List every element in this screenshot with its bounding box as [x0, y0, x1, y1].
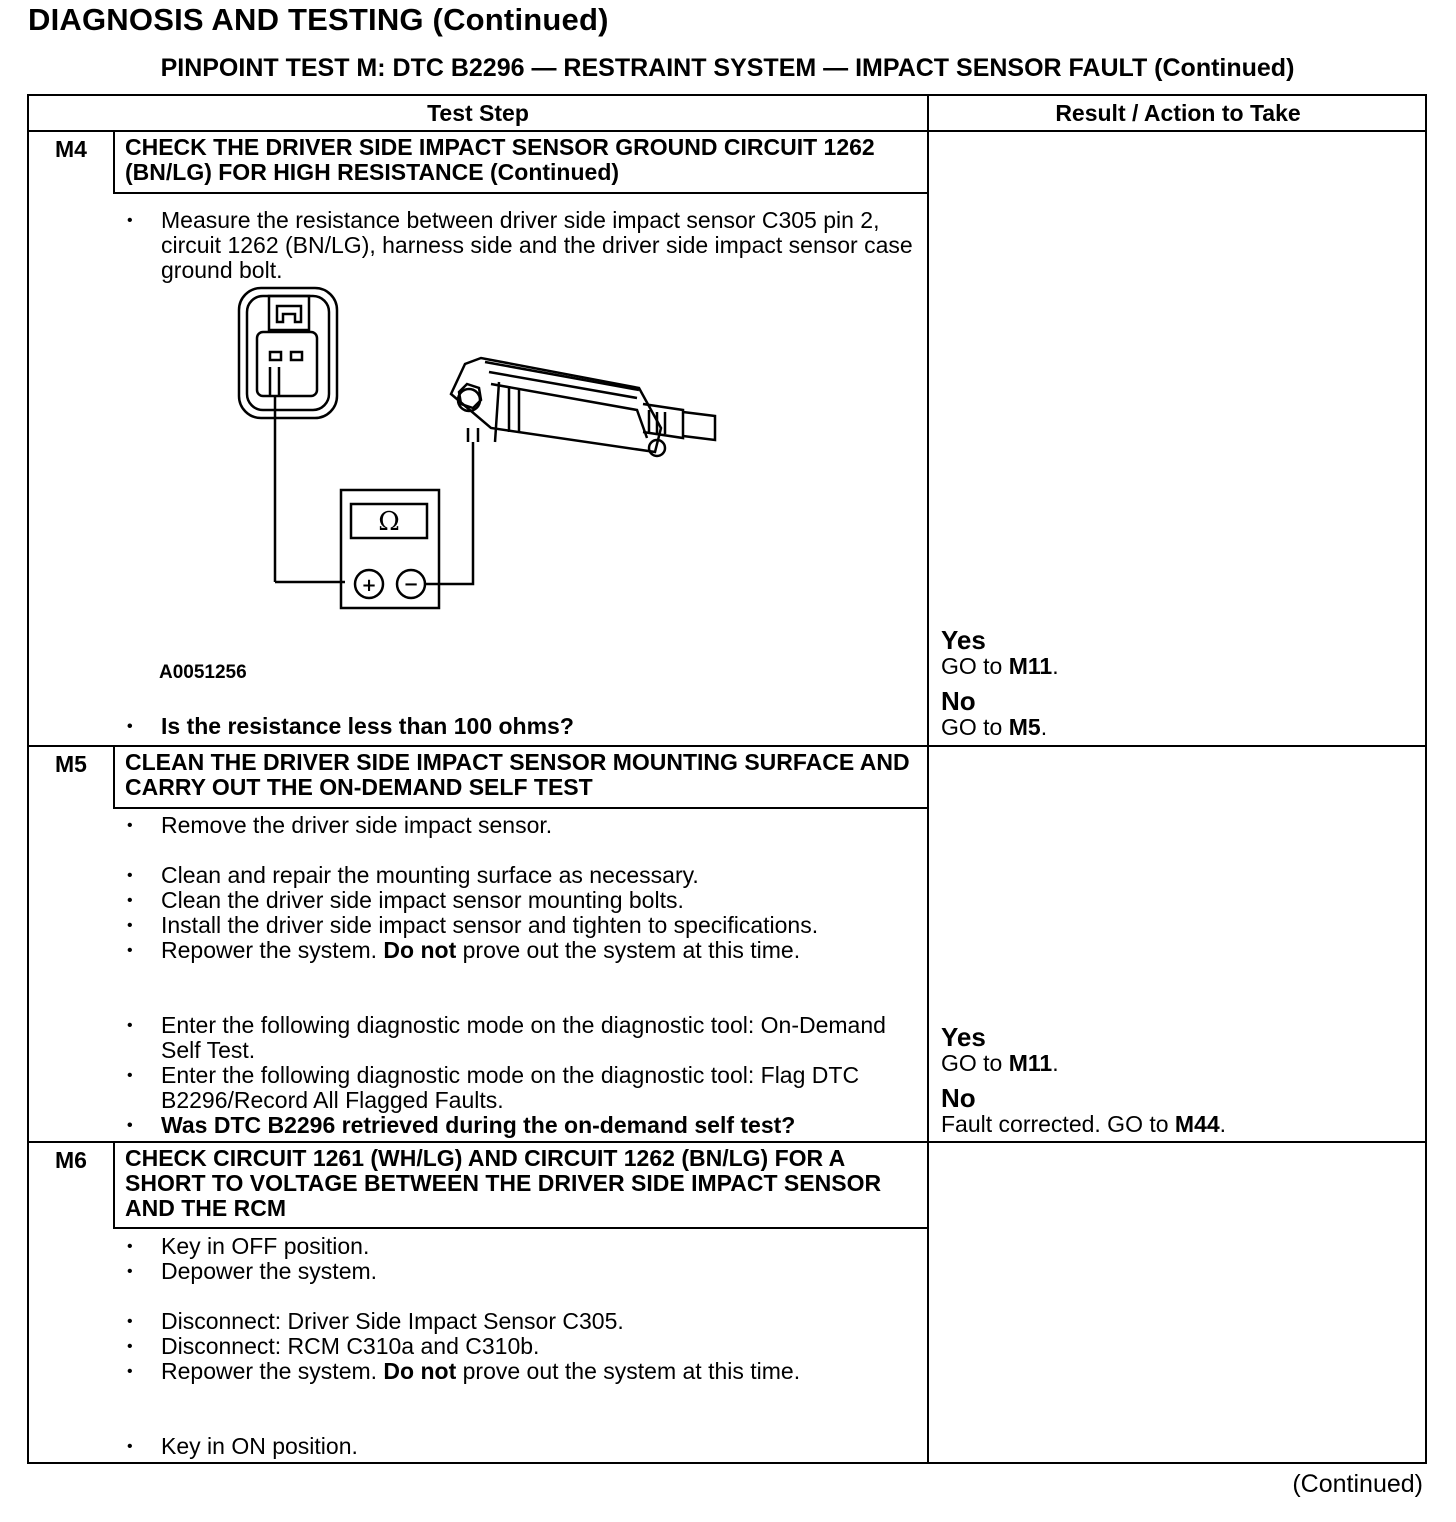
test-step-cell [29, 1143, 929, 1462]
page-title: DIAGNOSIS AND TESTING (Continued) [28, 2, 609, 37]
result-yes-label: Yes [941, 625, 986, 655]
step-id: M4 [55, 136, 87, 162]
step-row-m6 [29, 1143, 1425, 1462]
instruction-item: • Disconnect: Driver Side Impact Sensor C305. [125, 1309, 915, 1334]
column-header-test-step: Test Step [29, 96, 929, 132]
step-row-m4 [29, 132, 1425, 747]
connector-c305-outline [239, 288, 337, 418]
step-instructions [125, 813, 915, 1138]
instruction-item: • Install the driver side impact sensor and tighten to specifications. [125, 913, 915, 938]
continued-note: (Continued) [1292, 1470, 1423, 1498]
instruction-item: • Key in ON position. [125, 1434, 915, 1459]
instruction-item: • Repower the system. Do not prove out the system at this time. [125, 1359, 915, 1384]
instruction-item: • Repower the system. Do not prove out the system at this time. [125, 938, 915, 963]
step-heading: CLEAN THE DRIVER SIDE IMPACT SENSOR MOUNTING SURFACE AND CARRY OUT THE ON-DEMAND SELF TEST [113, 747, 927, 809]
step-heading: CHECK THE DRIVER SIDE IMPACT SENSOR GROUND CIRCUIT 1262 (BN/LG) FOR HIGH RESISTANCE (Continued) [113, 132, 927, 194]
figure-id: A0051256 [159, 662, 247, 683]
test-step-cell [29, 747, 929, 1141]
pinpoint-test-title: PINPOINT TEST M: DTC B2296 — RESTRAINT SYSTEM — IMPACT SENSOR FAULT (Continued) [160, 54, 1295, 82]
impact-sensor-body [451, 358, 661, 452]
step-id: M5 [55, 751, 87, 777]
result-yes-action: GO to M11. [941, 653, 1059, 679]
step-instructions [125, 208, 915, 283]
result-no-action: Fault corrected. GO to M44. [941, 1111, 1227, 1137]
step-question [125, 714, 915, 739]
instruction-item: • Measure the resistance between driver side impact sensor C305 pin 2, circuit 1262 (BN/LG), harness side and the driver side impact sensor case ground bolt. [125, 208, 915, 283]
column-header-result: Result / Action to Take [929, 96, 1427, 132]
pinpoint-test-table [27, 94, 1427, 1464]
result-cell [929, 747, 1425, 1141]
instruction-item: • Enter the following diagnostic mode on the diagnostic tool: On-Demand Self Test. [125, 1013, 915, 1063]
question-item: • Is the resistance less than 100 ohms? [125, 714, 915, 739]
instruction-item: • Key in OFF position. [125, 1234, 915, 1259]
result-cell [929, 1143, 1425, 1462]
result-actions [941, 626, 1411, 740]
result-no-action: GO to M5. [941, 714, 1048, 740]
result-yes-label: Yes [941, 1022, 986, 1052]
question-item: • Was DTC B2296 retrieved during the on-demand self test? [125, 1113, 915, 1138]
step-heading: CHECK CIRCUIT 1261 (WH/LG) AND CIRCUIT 1262 (BN/LG) FOR A SHORT TO VOLTAGE BETWEEN THE DRIVER SIDE IMPACT SENSOR AND THE RCM [113, 1143, 927, 1229]
minus-terminal-label: − [403, 574, 419, 595]
result-yes-action: GO to M11. [941, 1050, 1059, 1076]
ohm-symbol: Ω [378, 507, 400, 537]
step-instructions [125, 1234, 915, 1459]
step-row-m5 [29, 747, 1425, 1143]
instruction-item: • Clean and repair the mounting surface as necessary. [125, 863, 915, 888]
instruction-item: • Clean the driver side impact sensor mounting bolts. [125, 888, 915, 913]
instruction-item: • Disconnect: RCM C310a and C310b. [125, 1334, 915, 1359]
instruction-item: • Depower the system. [125, 1259, 915, 1284]
test-step-cell [29, 132, 929, 745]
step-id: M6 [55, 1147, 87, 1173]
result-no-label: No [941, 1083, 976, 1113]
result-no-label: No [941, 686, 976, 716]
result-actions [941, 1023, 1411, 1137]
resistance-measurement-figure [129, 282, 769, 642]
result-cell [929, 132, 1425, 745]
instruction-item: • Remove the driver side impact sensor. [125, 813, 915, 838]
instruction-item: • Enter the following diagnostic mode on the diagnostic tool: Flag DTC B2296/Record All Flagged Faults. [125, 1063, 915, 1113]
plus-terminal-label: + [361, 575, 377, 596]
